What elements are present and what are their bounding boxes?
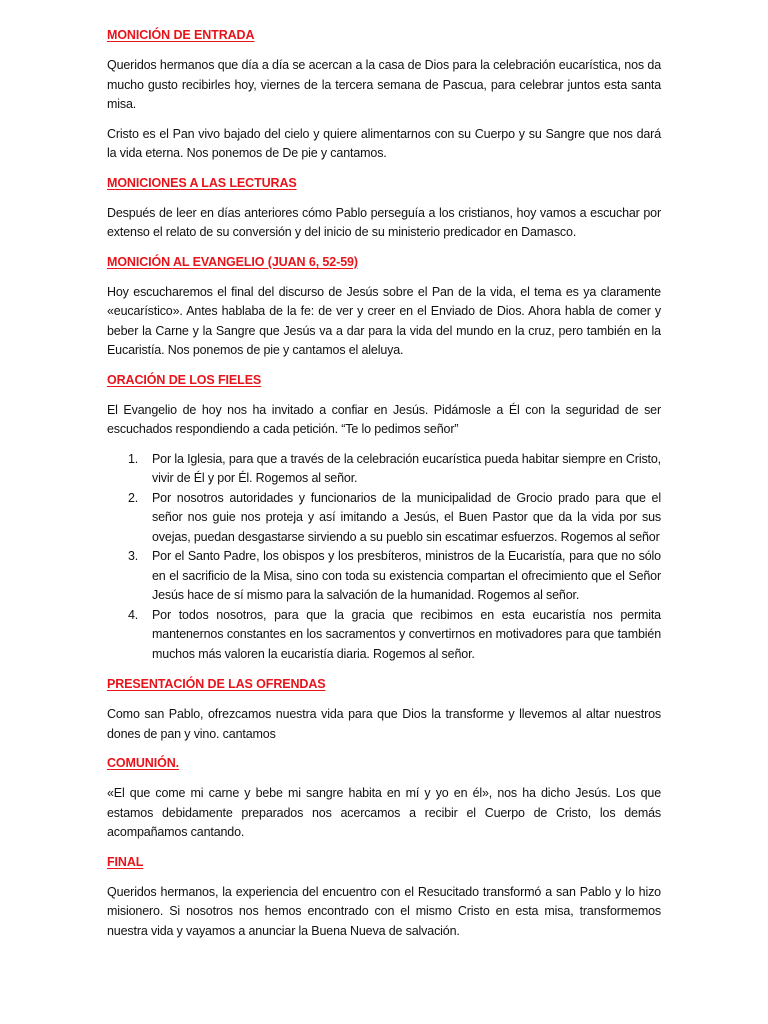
list-item-number: 2. (128, 490, 139, 505)
petitions-list (107, 450, 661, 665)
list-item-number: 1. (128, 451, 139, 466)
paragraph-entrada-2: Cristo es el Pan vivo bajado del cielo y quiere alimentarnos con su Cuerpo y su Sangre que nos dará la vida eterna. Nos ponemos de De pie y cantamos. (107, 126, 661, 160)
list-item (107, 489, 661, 548)
paragraph-comunion: «El que come mi carne y bebe mi sangre habita en mí y yo en él», nos ha dicho Jesús. Los que estamos debidamente preparados nos acercamos a recibir el Cuerpo de Cristo, los demás acompañamos cantando. (107, 786, 661, 839)
paragraph-ofrendas: Como san Pablo, ofrezcamos nuestra vida para que Dios la transforme y llevemos al altar nuestros dones de pan y vino. cantamos (107, 707, 661, 741)
paragraph-lecturas: Después de leer en días anteriores cómo Pablo perseguía a los cristianos, hoy vamos a escuchar por extenso el relato de su conversión y del inicio de su ministerio predicador en Damasco. (107, 205, 661, 239)
paragraph-fieles-intro: El Evangelio de hoy nos ha invitado a confiar en Jesús. Pidámosle a Él con la seguridad de ser escuchados respondiendo a cada petición. “Te lo pedimos señor” (107, 402, 661, 436)
list-item-number: 3. (128, 549, 139, 563)
paragraph-final: Queridos hermanos, la experiencia del encuentro con el Resucitado transformó a san Pablo y lo hizo misionero. Si nosotros nos hemos encontrado con el mismo Cristo en esta misa, transformemos nuestra vida y vayamos a anunciar la Buena Nueva de salvación. (107, 884, 661, 938)
list-item-text: Por todos nosotros, para que la gracia que recibimos en esta eucaristía nos permita mantenernos constantes en los sacramentos y convertirnos en motivadores para que también muchos más valoren la eucaristía diaria. Rogemos al señor. (152, 607, 661, 661)
list-item-text: Por nosotros autoridades y funcionarios de la municipalidad de Grocio prado para que el señor nos guie nos proteja y así imitando a Jesús, el Buen Pastor que da la vida por sus ovejas, puedan desgastarse sirviendo a su pueblo sin escatimar esfuerzos. Rogemos al señor (152, 490, 661, 544)
list-item (107, 547, 661, 606)
heading-moniciones-lecturas: MONICIONES A LAS LECTURAS (107, 175, 297, 190)
heading-oracion-fieles: ORACIÓN DE LOS FIELES (107, 372, 262, 387)
list-item-text: Por la Iglesia, para que a través de la celebración eucarística pueda habitar siempre en Cristo, vivir de Él y por Él. Rogemos al señor. (152, 451, 661, 485)
heading-comunion: COMUNIÓN. (107, 756, 180, 770)
list-item (107, 606, 661, 665)
document-page (107, 26, 661, 951)
heading-monicion-evangelio: MONICIÓN AL EVANGELIO (JUAN 6, 52-59) (107, 254, 358, 269)
list-item (107, 450, 661, 489)
paragraph-evangelio: Hoy escucharemos el final del discurso de Jesús sobre el Pan de la vida, el tema es ya claramente «eucarístico». Antes hablaba de la fe: de ver y creer en el Enviado de Dios. Ahora habla de comer y beber la Carne y la Sangre que Jesús va a dar para la vida del mundo en la cruz, pero también en la Eucaristía. Nos ponemos de pie y cantamos el aleluya. (107, 284, 661, 357)
list-item-number: 4. (128, 607, 139, 622)
heading-monicion-entrada: MONICIÓN DE ENTRADA (107, 28, 255, 42)
list-item-text: Por el Santo Padre, los obispos y los presbíteros, ministros de la Eucaristía, para que no sólo en el sacrificio de la Misa, sino con toda su existencia compartan el ofrecimiento que el Señor Jesús hace de sí mismo para la salvación de la humanidad. Rogemos al señor. (152, 549, 661, 602)
heading-presentacion-ofrendas: PRESENTACIÓN DE LAS OFRENDAS (107, 677, 326, 691)
paragraph-entrada-1: Queridos hermanos que día a día se acercan a la casa de Dios para la celebración eucarística, nos da mucho gusto recibirles hoy, viernes de la tercera semana de Pascua, para celebrar juntos esta santa misa. (107, 58, 661, 111)
heading-final: FINAL (107, 854, 144, 869)
